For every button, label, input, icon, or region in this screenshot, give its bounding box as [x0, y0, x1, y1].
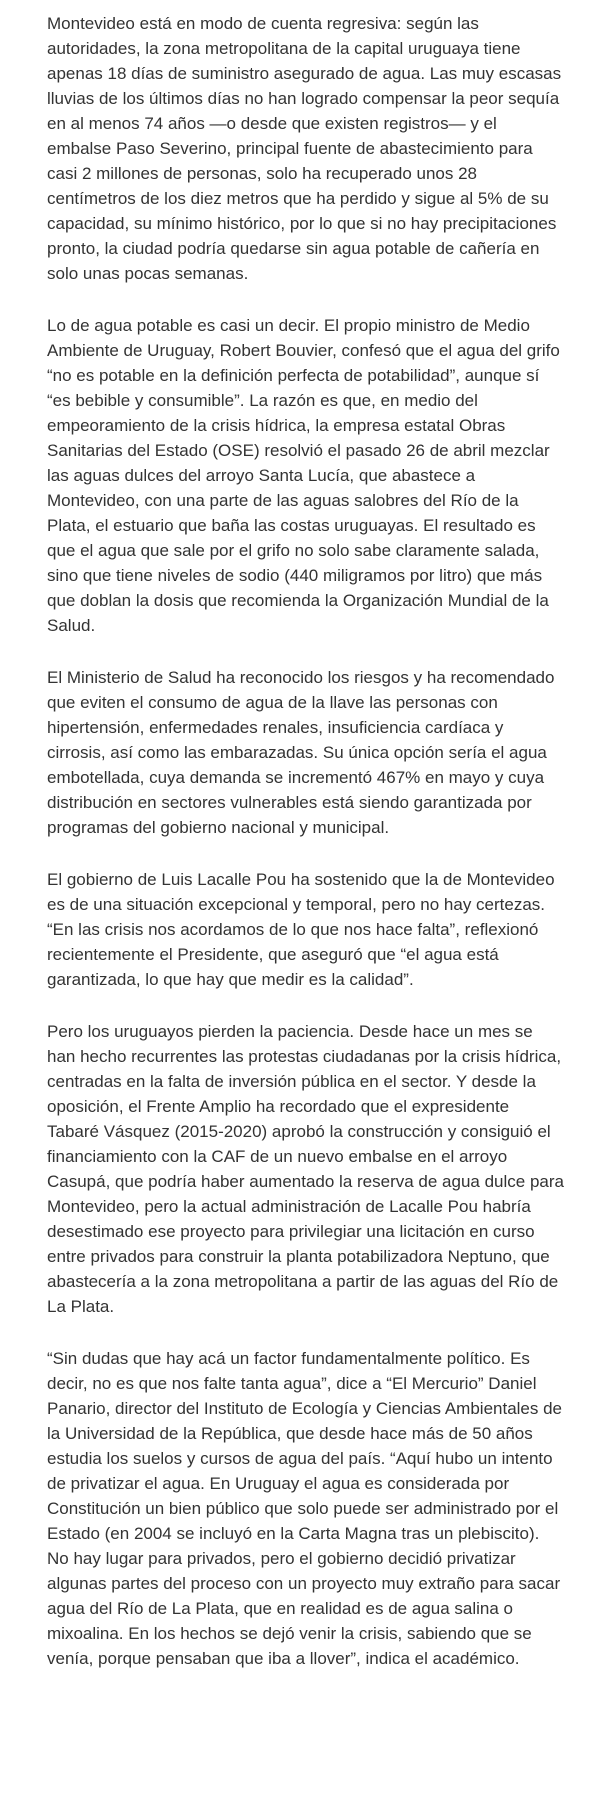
article-paragraph-2: Lo de agua potable es casi un decir. El propio ministro de Medio Ambiente de Uruguay, Robert Bouvier, confesó que el agua del grifo “no es potable en la definición perfecta de potabilidad”, aunque sí “es bebible y consumible”. La razón es que, en medio del empeoramiento de la crisis hídrica, la empresa estatal Obras Sanitarias del Estado (OSE) resolvió el pasado 26 de abril mezclar las aguas dulces del arroyo Santa Lucía, que abastece a Montevideo, con una parte de las aguas salobres del Río de la Plata, el estuario que baña las costas uruguayas. El resultado es que el agua que sale por el grifo no solo sabe claramente salada, sino que tiene niveles de sodio (440 miligramos por litro) que más que doblan la dosis que recomienda la Organización Mundial de la Salud.: [47, 316, 560, 635]
article-paragraph-3: El Ministerio de Salud ha reconocido los riesgos y ha recomendado que eviten el consumo de agua de la llave las personas con hipertensión, enfermedades renales, insuficiencia cardíaca y cirrosis, así como las embarazadas. Su única opción sería el agua embotellada, cuya demanda se incrementó 467% en mayo y cuya distribución en sectores vulnerables está siendo garantizada por programas del gobierno nacional y municipal.: [47, 668, 555, 837]
article-paragraph-5: Pero los uruguayos pierden la paciencia. Desde hace un mes se han hecho recurrentes las protestas ciudadanas por la crisis hídrica, centradas en la falta de inversión pública en el sector. Y desde la oposición, el Frente Amplio ha recordado que el expresidente Tabaré Vásquez (2015-2020) aprobó la construcción y consiguió el financiamiento con la CAF de un nuevo embalse en el arroyo Casupá, que podría haber aumentado la reserva de agua dulce para Montevideo, pero la actual administración de Lacalle Pou habría desestimado ese proyecto para privilegiar una licitación en curso entre privados para construir la planta potabilizadora Neptuno, que abastecería a la zona metropolitana a partir de las aguas del Río de La Plata.: [47, 1022, 564, 1316]
article-body: [47, 11, 564, 1671]
article-paragraph-6: “Sin dudas que hay acá un factor fundamentalmente político. Es decir, no es que nos falte tanta agua”, dice a “El Mercurio” Daniel Panario, director del Instituto de Ecología y Ciencias Ambientales de la Universidad de la República, que desde hace más de 50 años estudia los suelos y cursos de agua del país. “Aquí hubo un intento de privatizar el agua. En Uruguay el agua es considerada por Constitución un bien público que solo puede ser administrado por el Estado (en 2004 se incluyó en la Carta Magna tras un plebiscito). No hay lugar para privados, pero el gobierno decidió privatizar algunas partes del proceso con un proyecto muy extraño para sacar agua del Río de La Plata, que en realidad es de agua salina o mixoalina. En los hechos se dejó venir la crisis, sabiendo que se venía, porque pensaban que iba a llover”, indica el académico.: [47, 1349, 563, 1668]
article-paragraph-4: El gobierno de Luis Lacalle Pou ha sostenido que la de Montevideo es de una situación excepcional y temporal, pero no hay certezas. “En las crisis nos acordamos de lo que nos hace falta”, reflexionó recientemente el Presidente, que aseguró que “el agua está garantizada, lo que hay que medir es la calidad”.: [47, 870, 555, 989]
article-paragraph-1: Montevideo está en modo de cuenta regresiva: según las autoridades, la zona metropolitana de la capital uruguaya tiene apenas 18 días de suministro asegurado de agua. Las muy escasas lluvias de los últimos días no han logrado compensar la peor sequía en al menos 74 años —o desde que existen registros— y el embalse Paso Severino, principal fuente de abastecimiento para casi 2 millones de personas, solo ha recuperado unos 28 centímetros de los diez metros que ha perdido y sigue al 5% de su capacidad, su mínimo histórico, por lo que si no hay precipitaciones pronto, la ciudad podría quedarse sin agua potable de cañería en solo unas pocas semanas.: [47, 14, 562, 283]
